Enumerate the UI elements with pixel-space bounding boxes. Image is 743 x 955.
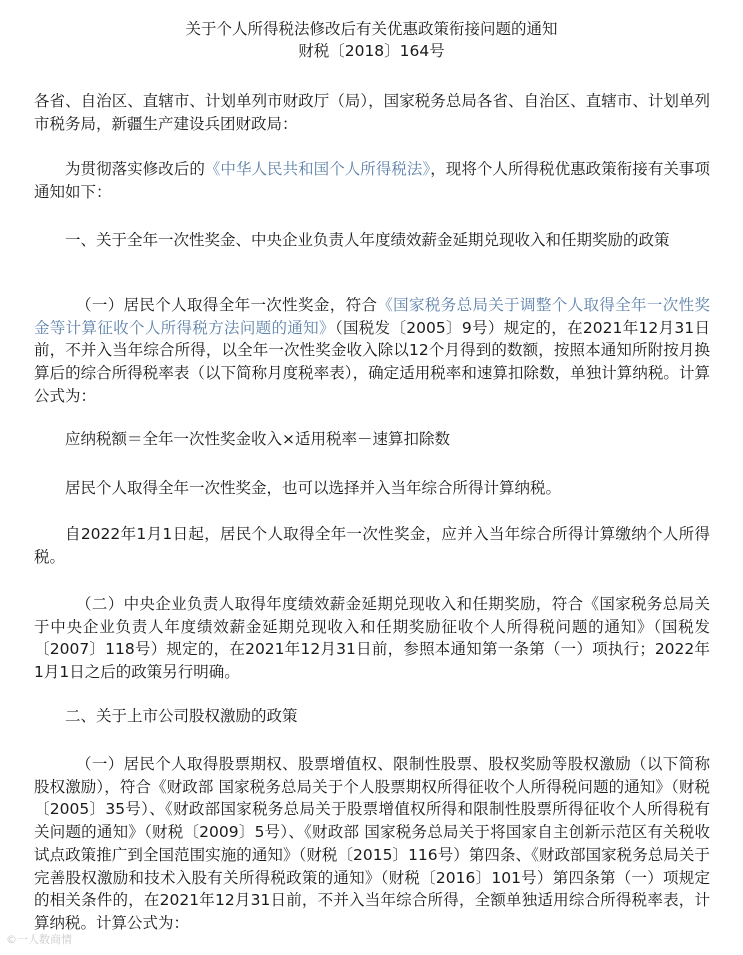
notice-link[interactable]: 《国家税务总局关于调整个人取得全年一次性奖金等计算征收个人所得税方法问题的通知》 [34,296,710,337]
section-2-heading: 二、关于上市公司股权激励的政策 [65,707,298,725]
intro-text-after: ，现将个人所得税优惠政策衔接有关事项通知如下： [34,160,710,201]
section-1-heading: 一、关于全年一次性奖金、中央企业负责人年度绩效薪金延期兑现收入和任期奖励的政策 [65,231,670,249]
addressee: 各省、自治区、直辖市、计划单列市财政厅（局），国家税务总局各省、自治区、直辖市、计划单列市税务局，新疆生产建设兵团财政局： [34,92,710,133]
document-title: 关于个人所得税法修改后有关优惠政策衔接问题的通知 [185,20,558,38]
item-1-text-before: （一）居民个人取得全年一次性奖金，符合 [76,296,378,314]
option-paragraph: 居民个人取得全年一次性奖金，也可以选择并入当年综合所得计算纳税。 [65,479,562,497]
section-1-item-2: （二）中央企业负责人取得年度绩效薪金延期兑现收入和任期奖励，符合《国家税务总局关于中央企业负责人年度绩效薪金延期兑现收入和任期奖励征收个人所得税问题的通知》（国税发〔2007〕118号）规定的，在2021年12月31日前，参照本通知第一条第（一）项执行；2022年1月1日之后的政策另行明确。 [34,595,710,682]
watermark: ©一人数商情 [6,933,72,946]
section-1-item-1 [34,294,710,408]
from-2022-paragraph: 自2022年1月1日起，居民个人取得全年一次性奖金，应并入当年综合所得计算缴纳个人所得税。 [34,525,710,566]
item-1-text-after: （国税发〔2005〕9号）规定的，在2021年12月31日前，不并入当年综合所得，以全年一次性奖金收入除以12个月得到的数额，按照本通知所附按月换算后的综合所得税率表（以下简称月度税率表），确定适用税率和速算扣除数，单独计算纳税。计算公式为： [34,318,710,405]
section-2-item-1: （一）居民个人取得股票期权、股票增值权、限制性股票、股权奖励等股权激励（以下简称股权激励），符合《财政部 国家税务总局关于个人股票期权所得征收个人所得税问题的通知》（财税〔2005〕35号）、《财政部国家税务总局关于股票增值权所得和限制性股票所得征收个人所得税有关问题的通知》（财税〔2009〕5号）、《财政部 国家税务总局关于将国家自主创新示范区有关税收试点政策推广到全国范围实施的通知》（财税〔2015〕116号）第四条、《财政部国家税务总局关于完善股权激励和技术入股有关所得税政策的通知》（财税〔2016〕101号）第四条第（一）项规定的相关条件的，在2021年12月31日前，不并入当年综合所得，全额单独适用综合所得税率表，计算纳税。计算公式为： [34,755,710,932]
law-link[interactable]: 《中华人民共和国个人所得税法》 [204,160,431,178]
document-number: 财税〔2018〕164号 [298,42,445,60]
tax-formula: 应纳税额＝全年一次性奖金收入×适用税率－速算扣除数 [65,430,450,448]
intro-paragraph [34,158,710,203]
intro-text-before: 为贯彻落实修改后的 [65,160,205,178]
